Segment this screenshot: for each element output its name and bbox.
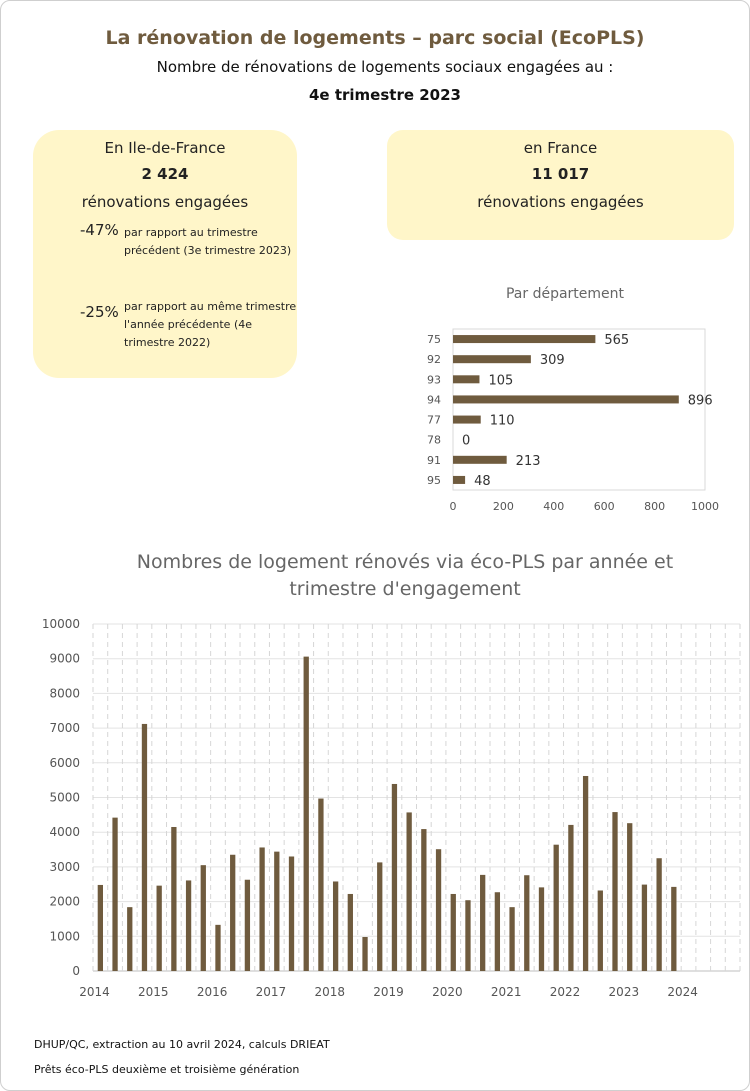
dept-data-label: 110 <box>489 413 515 429</box>
idf-year-note <box>124 298 296 352</box>
dept-category-label: 94 <box>427 393 441 407</box>
france-card <box>387 130 734 240</box>
quarter-year-label: 2018 <box>314 985 346 999</box>
quarter-y-tick-label: 6000 <box>49 755 80 770</box>
france-label: en France <box>523 139 598 157</box>
idf-quarter-note-line1: par rapport au trimestre <box>124 226 258 239</box>
dept-x-tick-label: 600 <box>593 500 615 513</box>
period-label: 4e trimestre 2023 <box>309 86 461 104</box>
quarter-year-label: 2022 <box>549 985 581 999</box>
dept-x-tick-label: 800 <box>644 500 666 513</box>
dept-chart-title: Par département <box>505 286 625 302</box>
quarter-year-label: 2015 <box>138 985 169 999</box>
idf-unit: rénovations engagées <box>81 193 249 211</box>
idf-quarter-note-line2: précédent (3e trimestre 2023) <box>124 244 292 257</box>
dept-x-tick-label: 400 <box>543 500 565 513</box>
dept-data-label: 565 <box>604 333 630 349</box>
quarter-chart-title-line2: trimestre d'engagement <box>289 578 521 600</box>
dept-category-label: 75 <box>427 333 441 347</box>
quarter-year-label: 2017 <box>255 985 287 999</box>
dept-x-tick-label: 200 <box>492 500 514 513</box>
quarter-chart-title-line1: Nombres de logement rénovés via éco-PLS par année et <box>136 551 674 573</box>
quarter-year-label: 2016 <box>196 985 228 999</box>
quarter-y-tick-label: 0 <box>72 964 80 978</box>
dept-data-label: 896 <box>687 393 713 409</box>
quarter-year-label: 2020 <box>432 985 463 999</box>
quarter-year-label: 2021 <box>490 985 522 999</box>
quarter-y-tick-label: 9000 <box>49 651 80 666</box>
dept-data-label: 213 <box>515 453 541 469</box>
idf-year-note-line3: trimestre 2022) <box>124 336 211 349</box>
idf-year-change: -25% <box>80 303 119 321</box>
dept-category-label: 91 <box>427 453 441 467</box>
page-subtitle: Nombre de rénovations de logements sociaux engagées au : <box>156 58 614 76</box>
dept-data-label: 0 <box>462 433 471 449</box>
dept-category-label: 77 <box>427 413 441 427</box>
quarter-year-label: 2014 <box>79 985 110 999</box>
dept-category-label: 95 <box>427 473 441 487</box>
dept-category-label: 92 <box>427 353 441 367</box>
idf-quarter-note <box>124 224 291 260</box>
quarter-year-label: 2023 <box>608 985 640 999</box>
generation-note: Prêts éco-PLS deuxième et troisième génération <box>34 1063 300 1076</box>
quarter-y-tick-label: 3000 <box>49 859 80 874</box>
quarter-y-tick-label: 10000 <box>41 617 80 631</box>
dept-data-label: 105 <box>488 373 514 389</box>
idf-value: 2 424 <box>141 165 189 183</box>
dept-x-tick-label: 1000 <box>691 500 719 513</box>
france-value: 11 017 <box>531 165 590 183</box>
quarter-y-tick-label: 5000 <box>49 790 80 805</box>
idf-card <box>33 130 297 378</box>
idf-year-note-line1: par rapport au même trimestre <box>124 300 297 313</box>
france-unit: rénovations engagées <box>477 193 644 211</box>
quarter-y-tick-label: 7000 <box>49 721 80 736</box>
idf-label: En Ile-de-France <box>104 139 226 157</box>
dept-x-tick-label: 0 <box>449 500 457 513</box>
dept-data-label: 48 <box>474 473 491 489</box>
quarter-y-tick-label: 8000 <box>49 686 80 701</box>
quarter-year-label: 2024 <box>667 985 698 999</box>
dept-category-label: 78 <box>427 433 441 447</box>
source-note: DHUP/QC, extraction au 10 avril 2024, calculs DRIEAT <box>34 1038 330 1051</box>
dept-category-label: 93 <box>427 373 441 387</box>
quarter-y-tick-label: 1000 <box>49 929 80 944</box>
page-title: La rénovation de logements – parc social (EcoPLS) <box>105 27 645 49</box>
idf-quarter-change: -47% <box>80 221 119 239</box>
quarter-y-tick-label: 4000 <box>49 825 80 840</box>
quarter-y-tick-label: 2000 <box>49 894 80 909</box>
idf-year-note-line2: l'année précédente (4e <box>124 318 252 331</box>
dept-data-label: 309 <box>539 353 565 369</box>
quarter-year-label: 2019 <box>373 985 404 999</box>
